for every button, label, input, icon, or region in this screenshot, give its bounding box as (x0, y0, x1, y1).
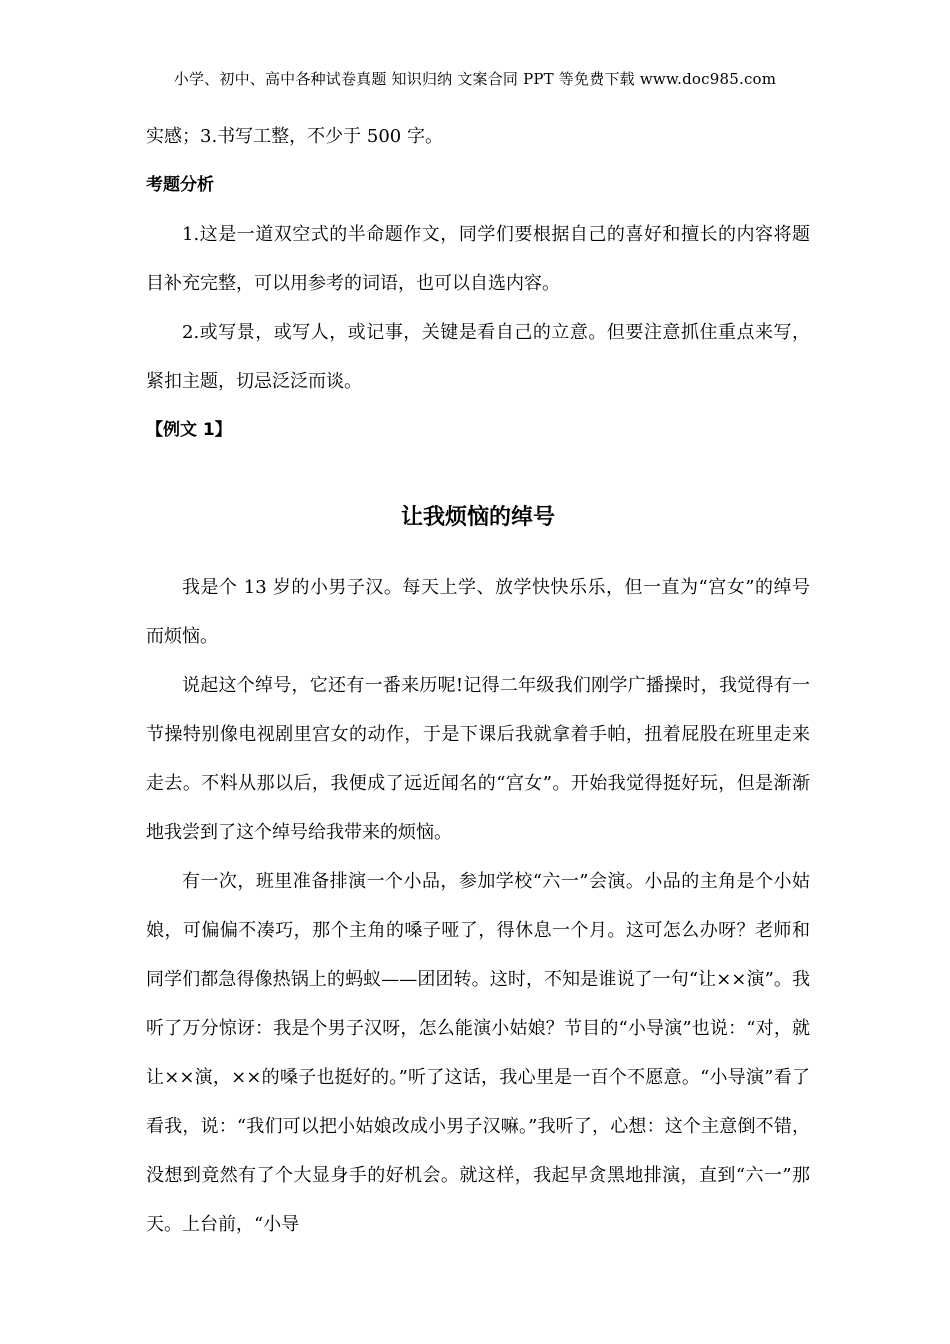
essay-title: 让我烦恼的绰号 (400, 505, 555, 530)
essay-paragraph: 我是个 13 岁的小男子汉。每天上学、放学快快乐乐，但一直为“宫女”的绰号而烦恼。 (146, 577, 810, 647)
example-label: 【例文 1】 (146, 420, 232, 440)
essay-paragraph: 有一次，班里准备排演一个小品，参加学校“六一”会演。小品的主角是个小姑娘，可偏偏不凑巧，那个主角的嗓子哑了，得休息一个月。这可怎么办呀？老师和同学们都急得像热锅上的蚂蚁——团团转。这时，不知是谁说了一句“让××演”。我听了万分惊讶：我是个男子汉呀，怎么能演小姑娘？节目的“小导演”也说：“对，就让××演，××的嗓子也挺好的。”听了这话，我心里是一百个不愿意。“小导演”看了看我，说：“我们可以把小姑娘改成小男子汉嘛。”我听了，心想：这个主意倒不错，没想到竟然有了个大显身手的好机会。就这样，我起早贪黑地排演，直到“六一”那天。上台前，“小导 (146, 871, 810, 1235)
analysis-point-2: 2.或写景，或写人，或记事，关键是看自己的立意。但要注意抓住重点来写，紧扣主题，切忌泛泛而谈。 (146, 322, 810, 392)
analysis-heading: 考题分析 (146, 175, 214, 195)
analysis-point-1: 1.这是一道双空式的半命题作文，同学们要根据自己的喜好和擅长的内容将题目补充完整，可以用参考的词语，也可以自选内容。 (146, 224, 810, 294)
intro-line: 实感；3.书写工整，不少于 500 字。 (146, 126, 443, 147)
essay-paragraph: 说起这个绰号，它还有一番来历呢!记得二年级我们刚学广播操时，我觉得有一节操特别像电视剧里宫女的动作，于是下课后我就拿着手帕，扭着屁股在班里走来走去。不料从那以后，我便成了远近闻名的“宫女”。开始我觉得挺好玩，但是渐渐地我尝到了这个绰号给我带来的烦恼。 (146, 675, 810, 843)
document-body (146, 112, 810, 1249)
page-header: 小学、初中、高中各种试卷真题 知识归纳 文案合同 PPT 等免费下载 www.doc985.com (173, 70, 777, 88)
